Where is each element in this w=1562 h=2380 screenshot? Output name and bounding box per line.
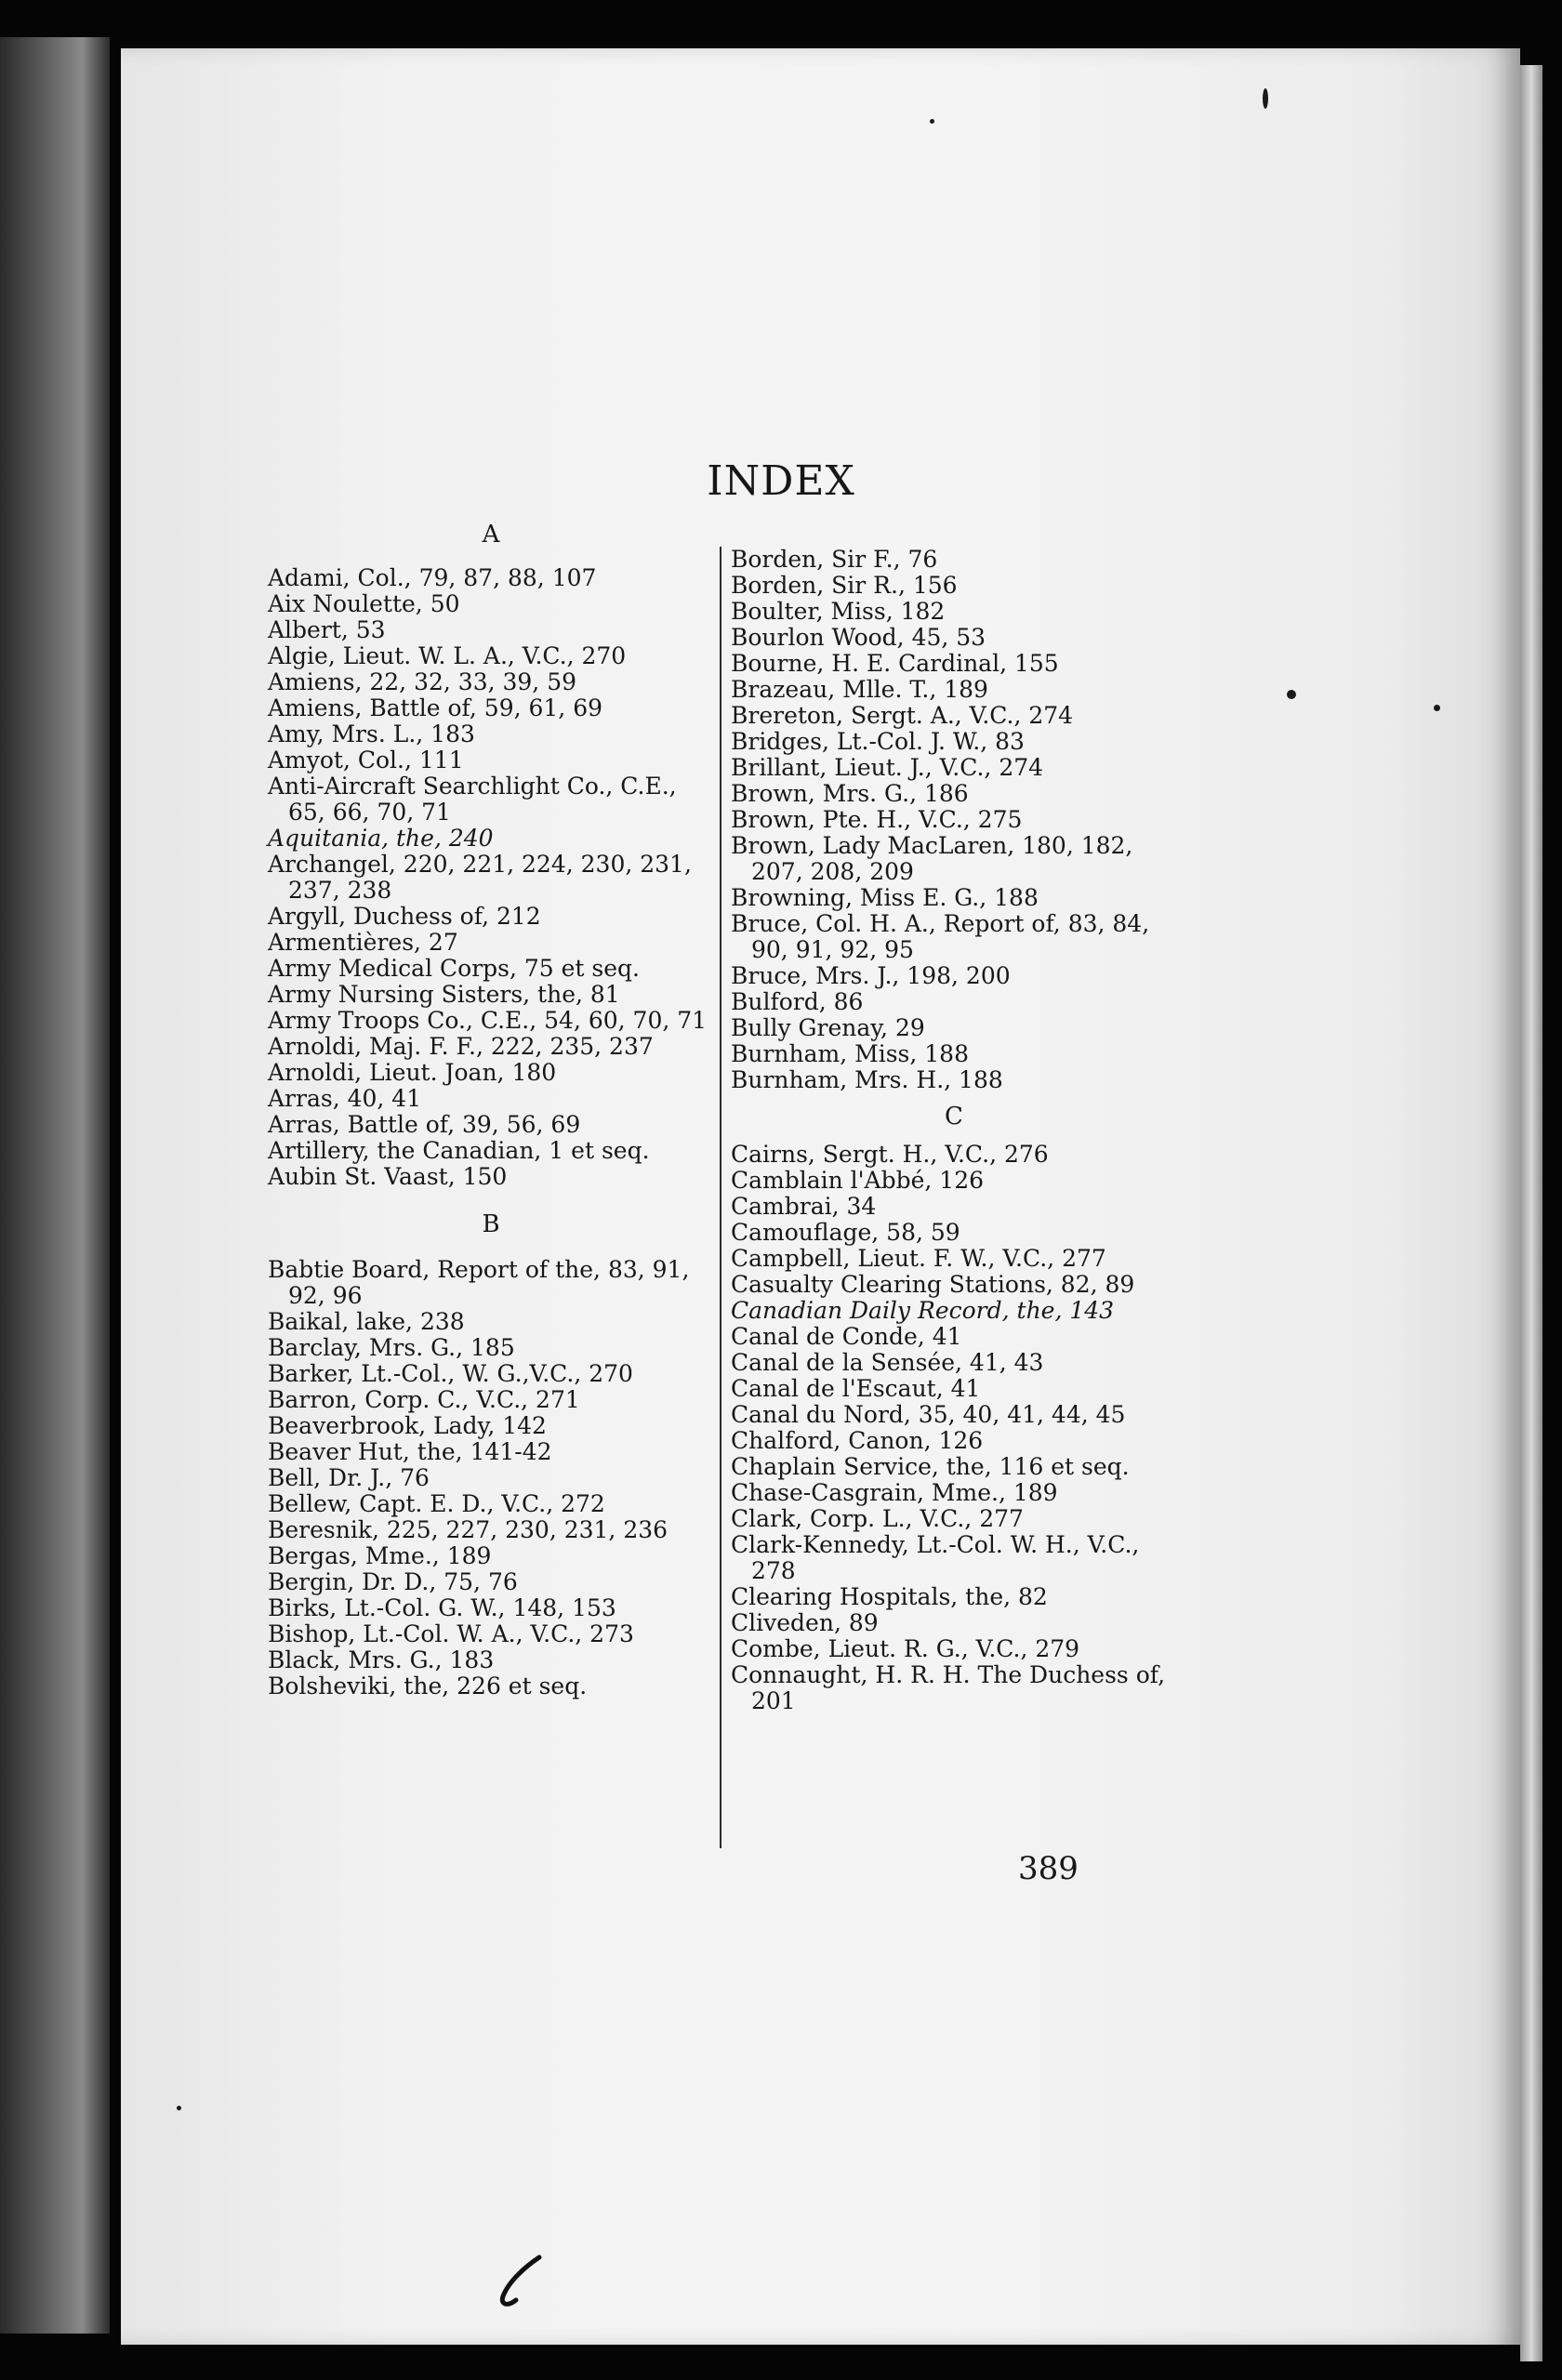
index-entry: Bellew, Capt. E. D., V.C., 272 (268, 1490, 605, 1517)
index-entry: Artillery, the Canadian, 1 et seq. (268, 1137, 650, 1164)
index-entry: Beresnik, 225, 227, 230, 231, 236 (268, 1516, 668, 1543)
index-entry: Barron, Corp. C., V.C., 271 (268, 1386, 580, 1413)
index-entry: Clark, Corp. L., V.C., 277 (731, 1505, 1024, 1532)
index-entry: Borden, Sir F., 76 (731, 546, 938, 573)
index-entry: Amiens, 22, 32, 33, 39, 59 (268, 668, 577, 695)
index-entry: Chalford, Canon, 126 (731, 1427, 984, 1454)
index-entry: Barclay, Mrs. G., 185 (268, 1334, 515, 1361)
index-entry: Amyot, Col., 111 (268, 747, 464, 774)
dust-speck (1287, 690, 1296, 699)
index-entry: Bergas, Mme., 189 (268, 1542, 492, 1569)
index-entry: Bishop, Lt.-Col. W. A., V.C., 273 (268, 1620, 634, 1647)
index-entry: Canal du Nord, 35, 40, 41, 44, 45 (731, 1401, 1126, 1428)
index-entry: Bourlon Wood, 45, 53 (731, 624, 986, 651)
index-entry: Clark-Kennedy, Lt.-Col. W. H., V.C., 278 (731, 1531, 1140, 1584)
index-entry: Army Troops Co., C.E., 54, 60, 70, 71 (268, 1007, 708, 1034)
index-entry: Brown, Mrs. G., 186 (731, 780, 969, 807)
section-b-continued-entries (731, 547, 1177, 1093)
index-entry: Amy, Mrs. L., 183 (268, 721, 475, 747)
index-entry: Canal de Conde, 41 (731, 1323, 962, 1350)
index-entry: Bridges, Lt.-Col. J. W., 83 (731, 728, 1025, 755)
section-letter-a: A (482, 521, 500, 549)
index-entry: Birks, Lt.-Col. G. W., 148, 153 (268, 1594, 616, 1621)
index-entry: Campbell, Lieut. F. W., V.C., 277 (731, 1245, 1106, 1272)
index-column-left (268, 521, 714, 1699)
pencil-mark-icon (488, 2250, 553, 2315)
index-entry: Barker, Lt.-Col., W. G.,V.C., 270 (268, 1360, 633, 1387)
index-entry: Albert, 53 (268, 616, 386, 643)
index-entry: Canadian Daily Record, the, 143 (731, 1297, 1115, 1324)
dust-speck (1434, 705, 1440, 711)
index-entry: Beaverbrook, Lady, 142 (268, 1412, 547, 1439)
index-entry: Cairns, Sergt. H., V.C., 276 (731, 1141, 1049, 1168)
index-entry: Bergin, Dr. D., 75, 76 (268, 1568, 518, 1595)
column-divider (720, 547, 721, 1848)
section-a-entries (268, 565, 714, 1190)
index-entry: Cambrai, 34 (731, 1193, 877, 1220)
index-entry: Bourne, H. E. Cardinal, 155 (731, 650, 1059, 677)
index-entry: Beaver Hut, the, 141-42 (268, 1438, 552, 1465)
index-entry: Burnham, Miss, 188 (731, 1040, 969, 1067)
index-entry: Chase-Casgrain, Mme., 189 (731, 1479, 1058, 1506)
previous-page-edge (0, 37, 110, 2334)
index-entry: Bruce, Mrs. J., 198, 200 (731, 962, 1011, 989)
index-entry: Bulford, 86 (731, 988, 864, 1015)
index-entry: Anti-Aircraft Searchlight Co., C.E., 65, 66, 70, 71 (268, 773, 677, 826)
index-entry: Army Medical Corps, 75 et seq. (268, 955, 640, 982)
index-entry: Combe, Lieut. R. G., V.C., 279 (731, 1635, 1080, 1662)
section-letter-b: B (482, 1210, 500, 1238)
index-entry: Boulter, Miss, 182 (731, 598, 946, 625)
section-c-entries (731, 1142, 1177, 1714)
index-entry: Algie, Lieut. W. L. A., V.C., 270 (268, 642, 627, 669)
index-entry: Adami, Col., 79, 87, 88, 107 (268, 564, 597, 591)
index-entry: Chaplain Service, the, 116 et seq. (731, 1453, 1130, 1480)
index-entry: Brereton, Sergt. A., V.C., 274 (731, 702, 1074, 729)
index-entry: Cliveden, 89 (731, 1609, 879, 1636)
index-entry: Brown, Lady MacLaren, 180, 182, 207, 208, 209 (731, 832, 1133, 885)
index-entry: Brillant, Lieut. J., V.C., 274 (731, 754, 1044, 781)
index-entry: Armentières, 27 (268, 929, 458, 956)
index-entry: Army Nursing Sisters, the, 81 (268, 981, 620, 1008)
index-entry: Canal de l'Escaut, 41 (731, 1375, 981, 1402)
page-number: 389 (1018, 1850, 1079, 1887)
index-entry: Bully Grenay, 29 (731, 1014, 925, 1041)
right-page-edge (1520, 65, 1542, 2361)
index-column-right (731, 547, 1177, 1714)
index-entry: Camouflage, 58, 59 (731, 1219, 960, 1246)
page-title: INDEX (707, 457, 855, 505)
index-entry: Bruce, Col. H. A., Report of, 83, 84, 90, 91, 92, 95 (731, 910, 1150, 963)
section-letter-c: C (945, 1103, 963, 1130)
index-entry: Archangel, 220, 221, 224, 230, 231, 237, 238 (268, 851, 692, 904)
index-entry: Brazeau, Mlle. T., 189 (731, 676, 988, 703)
index-entry: Bolsheviki, the, 226 et seq. (268, 1673, 588, 1699)
index-entry: Canal de la Sensée, 41, 43 (731, 1349, 1044, 1376)
index-entry: Borden, Sir R., 156 (731, 572, 958, 599)
index-entry: Black, Mrs. G., 183 (268, 1646, 495, 1673)
index-entry: Burnham, Mrs. H., 188 (731, 1066, 1003, 1093)
index-entry: Arnoldi, Lieut. Joan, 180 (268, 1059, 557, 1086)
dust-speck (1263, 88, 1268, 109)
index-entry: Browning, Miss E. G., 188 (731, 884, 1039, 911)
index-entry: Baikal, lake, 238 (268, 1308, 465, 1335)
index-entry: Babtie Board, Report of the, 83, 91, 92, 96 (268, 1256, 690, 1309)
index-entry: Clearing Hospitals, the, 82 (731, 1583, 1048, 1610)
index-entry: Casualty Clearing Stations, 82, 89 (731, 1271, 1135, 1298)
dust-speck (177, 2106, 181, 2110)
dust-speck (930, 119, 934, 124)
index-entry: Amiens, Battle of, 59, 61, 69 (268, 694, 603, 721)
index-entry: Argyll, Duchess of, 212 (268, 903, 541, 930)
index-entry: Arras, 40, 41 (268, 1085, 422, 1112)
index-entry: Arnoldi, Maj. F. F., 222, 235, 237 (268, 1033, 654, 1060)
index-entry: Aubin St. Vaast, 150 (268, 1163, 508, 1190)
section-b-entries (268, 1257, 714, 1699)
index-entry: Bell, Dr. J., 76 (268, 1464, 430, 1491)
index-entry: Camblain l'Abbé, 126 (731, 1167, 985, 1194)
index-entry: Connaught, H. R. H. The Duchess of, 201 (731, 1661, 1166, 1714)
index-entry: Brown, Pte. H., V.C., 275 (731, 806, 1023, 833)
index-entry: Aix Noulette, 50 (268, 590, 460, 617)
index-entry: Aquitania, the, 240 (268, 825, 494, 852)
index-entry: Arras, Battle of, 39, 56, 69 (268, 1111, 581, 1138)
